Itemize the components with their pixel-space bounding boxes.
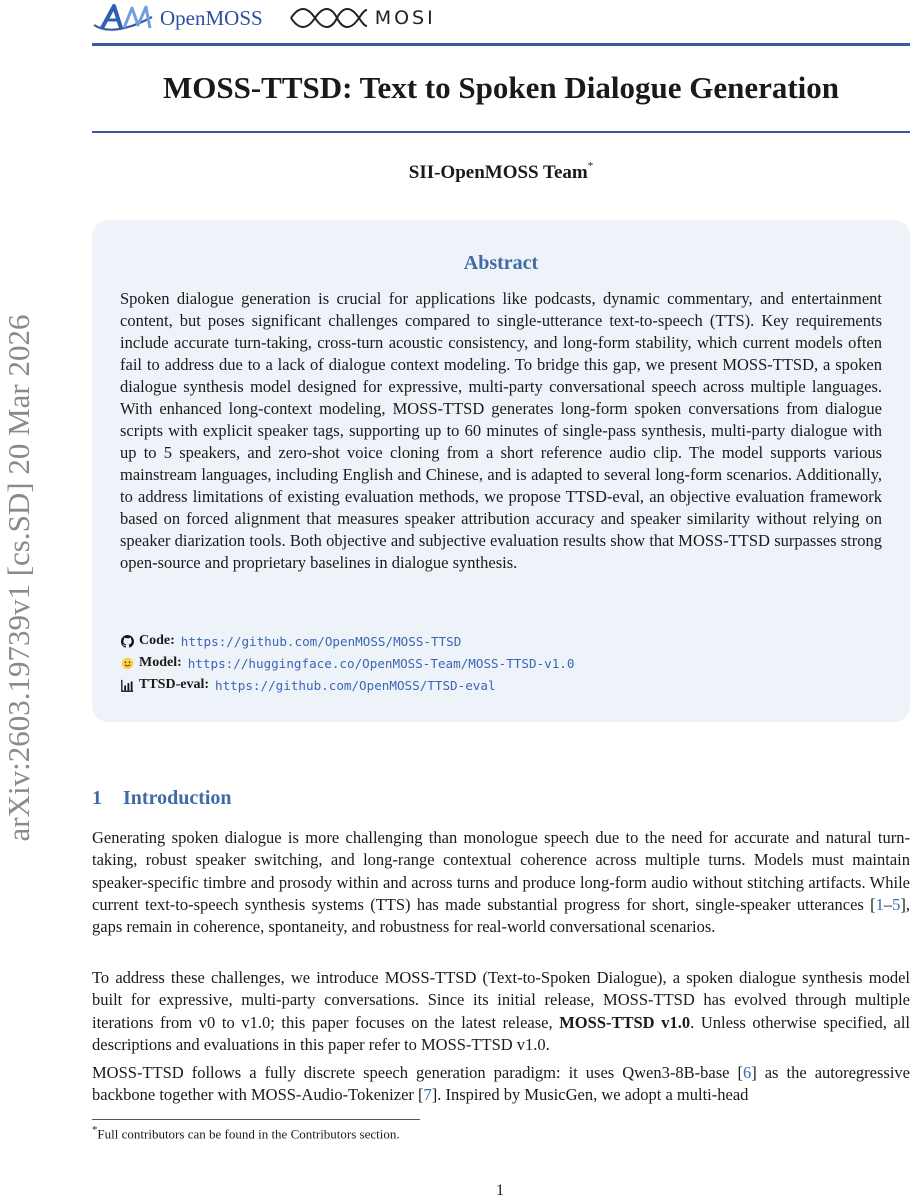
- footnote-mark: *: [92, 1124, 98, 1136]
- citation-link[interactable]: 1: [875, 894, 884, 914]
- model-link-row: [120, 652, 890, 674]
- citation-link[interactable]: 7: [423, 1085, 432, 1105]
- p3-text-after: ]. Inspired by MusicGen, we adopt a multi-head: [431, 1085, 749, 1105]
- arxiv-stamp: [0, 0, 40, 1200]
- mosi-wave-icon: [289, 4, 369, 32]
- mosi-logo-text: MOSI: [374, 7, 436, 29]
- openmoss-logo-text: OpenMOSS: [160, 5, 263, 30]
- header-logos: [92, 0, 436, 36]
- code-link-row: [120, 630, 890, 652]
- model-link-label: Model:: [139, 655, 182, 670]
- section-number: 1: [92, 787, 102, 809]
- p3-text-mid: ] as the autoregressive backbone together with MOSS-Audio-Tokenizer [: [92, 1063, 910, 1105]
- citation-link[interactable]: 6: [742, 1063, 752, 1082]
- code-link[interactable]: https://github.com/OpenMOSS/MOSS-TTSD: [180, 633, 462, 649]
- arxiv-stamp-text: arXiv:2603.19739v1 [cs.SD] 20 Mar 2026: [1, 314, 36, 842]
- huggingface-icon: [120, 656, 134, 670]
- paper-title: MOSS-TTSD: Text to Spoken Dialogue Generation: [162, 70, 840, 105]
- p1-text-before: Generating spoken dialogue is more challenging than monologue speech due to the need for accurate and natural turn-taking, robust speaker switching, and long-range contextual coherence across multiple turns. Models must maintain speaker-specific timbre and prosody within and across turns and produce long-form audio without stitching artifacts. While current text-to-speech synthesis systems (TTS) has made substantial progress for short, single-speaker utterances [: [92, 828, 910, 914]
- section-heading-introduction: [92, 787, 232, 810]
- eval-link[interactable]: https://github.com/OpenMOSS/TTSD-eval: [215, 677, 496, 693]
- footnote: [92, 1124, 400, 1142]
- abstract-text: Spoken dialogue generation is crucial for applications like podcasts, dynamic commentary, and entertainment content, but poses significant challenges compared to single-utterance text-to-speech (TTS). Key requirements include accurate turn-taking, cross-turn acoustic consistency, and long-form stability, which current models often fail to address due to a lack of dialogue context modeling. To bridge this gap, we present MOSS-TTSD, a spoken dialogue synthesis model designed for expressive, multi-party conversational speech across multiple languages. With enhanced long-context modeling, MOSS-TTSD generates long-form spoken conversations from dialogue scripts with explicit speaker tags, supporting up to 60 minutes of single-pass synthesis, multi-party dialogue with up to 5 speakers, and zero-shot voice cloning from a short reference audio clip. The model supports various mainstream languages, including English and Chinese, and is adapted to several long-form scenarios. Additionally, to address limitations of existing evaluation methods, we propose TTSD-eval, an objective evaluation framework based on forced alignment that measures speaker attribution accuracy and speaker similarity without relying on speaker diarization tools. Both objective and subjective evaluation results show that MOSS-TTSD surpasses strong open-source and proprietary baselines in dialogue synthesis.: [120, 289, 882, 572]
- intro-paragraph-3: [92, 1062, 910, 1107]
- model-link[interactable]: https://huggingface.co/OpenMOSS-Team/MOSS-TTSD-v1.0: [187, 655, 575, 671]
- abstract-heading: Abstract: [463, 252, 539, 274]
- bar-chart-icon: [120, 678, 134, 692]
- author-footnote-mark: *: [587, 160, 594, 172]
- mosi-logo: [289, 4, 436, 32]
- eval-link-label: TTSD-eval:: [139, 677, 209, 692]
- citation-range-dash: –: [883, 894, 893, 914]
- p1-text-after: ], gaps remain in coherence, spontaneity, and robustness for real-world conversational scenarios.: [92, 894, 910, 937]
- p2-text-before: To address these challenges, we introduce MOSS-TTSD (Text-to-Spoken Dialogue), a spoken dialogue synthesis model built for expressive, multi-party conversations. Since its initial release, MOSS-TTSD has evolved through multiple iterations from v0 to v1.0; this paper focuses on the latest release,: [92, 968, 910, 1032]
- p2-bold-model-name: MOSS-TTSD v1.0: [559, 1012, 691, 1032]
- github-icon: [120, 634, 134, 648]
- openmoss-logo-icon: [92, 3, 156, 33]
- intro-paragraph-1: [92, 827, 910, 938]
- footnote-text: Full contributors can be found in the Contributors section.: [97, 1126, 400, 1142]
- title-rule: [92, 131, 910, 133]
- p2-text-after: . Unless otherwise specified, all descriptions and evaluations in this paper refer to MOSS-TTSD v1.0.: [92, 1012, 911, 1054]
- resource-links: [120, 630, 890, 696]
- eval-link-row: [120, 674, 890, 696]
- citation-link[interactable]: 5: [892, 894, 901, 914]
- page-number: 1: [496, 1182, 504, 1199]
- section-title: Introduction: [123, 787, 232, 809]
- header-rule: [92, 43, 910, 46]
- code-link-label: Code:: [139, 633, 175, 648]
- intro-paragraph-2: [92, 967, 910, 1056]
- openmoss-logo: [92, 3, 263, 33]
- author-name: SII-OpenMOSS Team: [408, 162, 588, 183]
- p3-text-before: MOSS-TTSD follows a fully discrete speech generation paradigm: it uses Qwen3-8B-base [: [92, 1063, 743, 1082]
- author-line: [92, 162, 910, 184]
- abstract-box: [92, 220, 910, 722]
- footnote-rule: [92, 1119, 420, 1120]
